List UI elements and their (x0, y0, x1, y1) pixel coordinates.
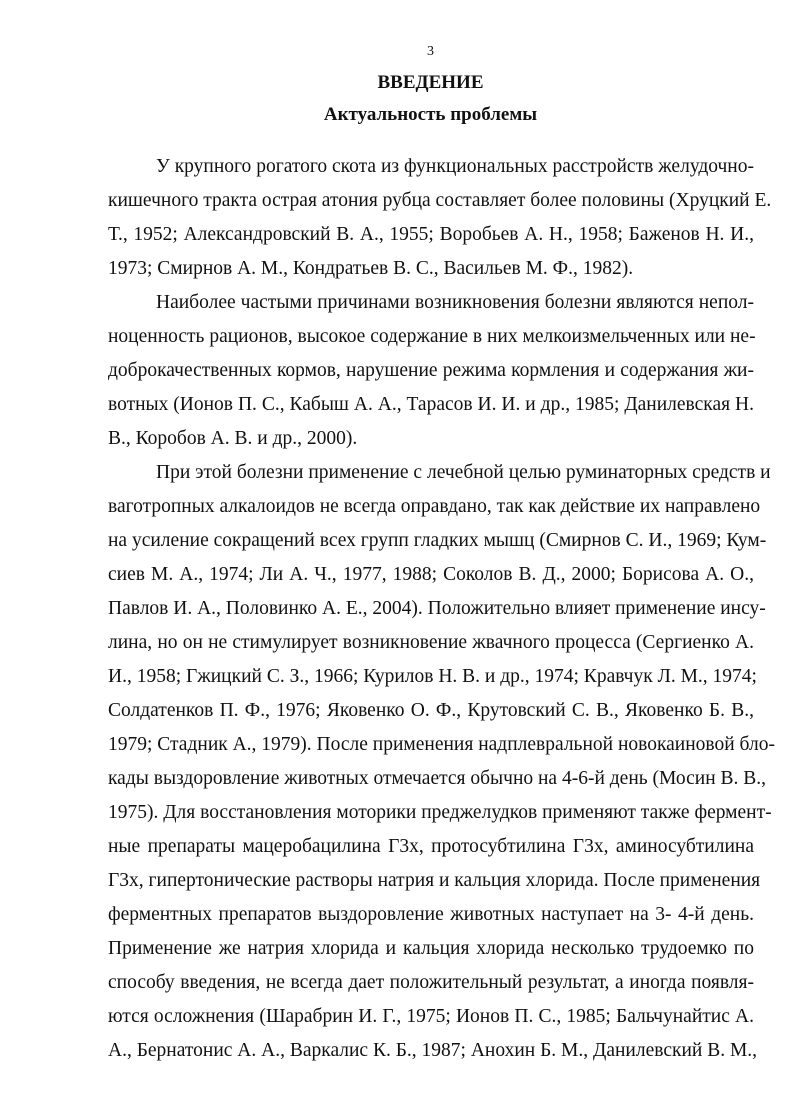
text-line: И., 1958; Гжицкий С. З., 1966; Курилов Н. В. и др., 1974; Кравчук Л. М., 1974; (108, 666, 757, 687)
text-line: Г3х, гипертонические растворы натрия и кальция хлорида. После применения (108, 870, 761, 891)
section-title: ВВЕДЕНИЕ (377, 72, 484, 93)
text-line: Применение же натрия хлорида и кальция хлорида несколько трудоемко по (108, 938, 754, 959)
text-line: ные препараты мацеробацилина Г3х, протосубтилина Г3х, аминосубтилина (108, 836, 754, 857)
body-text (108, 150, 775, 1068)
text-line: Солдатенков П. Ф., 1976; Яковенко О. Ф., Крутовский С. В., Яковенко Б. В., (108, 700, 754, 721)
text-line: 1975). Для восстановления моторики преджелудков применяют также фермент- (108, 802, 772, 823)
text-line: ферментных препаратов выздоровление животных наступает на 3- 4-й день. (108, 904, 754, 925)
text-line: Т., 1952; Александровский В. А., 1955; Воробьев А. Н., 1958; Баженов Н. И., (108, 224, 754, 245)
section-subtitle: Актуальность проблемы (323, 104, 538, 125)
text-line: Павлов И. А., Половинко А. Е., 2004). Положительно влияет применение инсу- (108, 598, 766, 619)
text-line: ноценность рационов, высокое содержание в них мелкоизмельченных или не- (108, 326, 756, 347)
text-line: В., Коробов А. В. и др., 2000). (108, 428, 358, 449)
text-line: ются осложнения (Шарабрин И. Г., 1975; Ионов П. С., 1985; Бальчунайтис А. (108, 1006, 754, 1027)
text-line: сиев М. А., 1974; Ли А. Ч., 1977, 1988; Соколов В. Д., 2000; Борисова А. О., (108, 564, 754, 585)
text-line: 1979; Стадник А., 1979). После применения надплевральной новокаиновой бло- (108, 734, 775, 755)
text-line: У крупного рогатого скота из функциональных расстройств желудочно- (156, 156, 754, 177)
text-line: на усиление сокращений всех групп гладких мышц (Смирнов С. И., 1969; Кум- (108, 530, 767, 551)
text-line: При этой болезни применение с лечебной целью руминаторных средств и (156, 462, 771, 483)
page-number: 3 (427, 44, 434, 59)
text-line: кады выздоровление животных отмечается обычно на 4-6-й день (Мосин В. В., (108, 768, 767, 789)
text-line: Наиболее частыми причинами возникновения болезни являются непол- (156, 292, 754, 313)
text-line: способу введения, не всегда дает положительный результат, а иногда появля- (108, 972, 754, 993)
text-line: доброкачественных кормов, нарушение режима кормления и содержания жи- (108, 360, 754, 381)
text-line: А., Бернатонис А. А., Варкалис К. Б., 1987; Анохин Б. М., Данилевский В. М., (108, 1040, 758, 1061)
text-line: кишечного тракта острая атония рубца составляет более половины (Хруцкий Е. (108, 190, 772, 211)
text-line: 1973; Смирнов А. М., Кондратьев В. С., Васильев М. Ф., 1982). (108, 258, 634, 279)
text-line: лина, но он не стимулирует возникновение жвачного процесса (Сергиенко А. (108, 632, 754, 653)
text-line: ваготропных алкалоидов не всегда оправдано, так как действие их направлено (108, 496, 761, 517)
text-line: вотных (Ионов П. С., Кабыш А. А., Тарасов И. И. и др., 1985; Данилевская Н. (108, 394, 754, 415)
